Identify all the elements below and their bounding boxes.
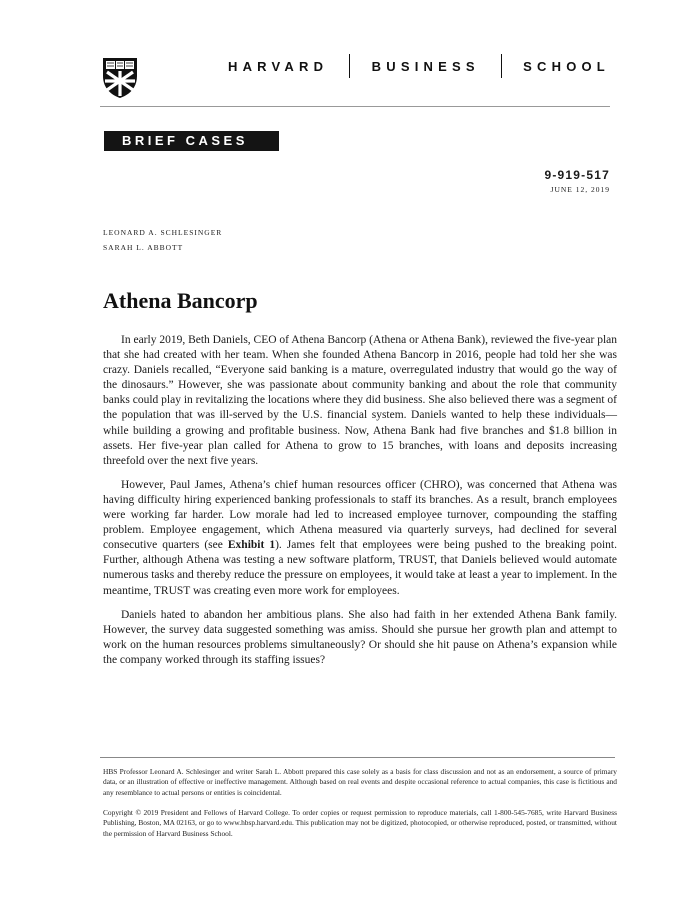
hbs-wordmark — [228, 56, 610, 76]
brand-word-harvard: HARVARD — [228, 58, 329, 74]
case-title: Athena Bancorp — [103, 288, 258, 313]
brand-divider — [349, 54, 350, 78]
author-note: HBS Professor Leonard A. Schlesinger and writer Sarah L. Abbott prepared this case solely as a basis for class discussion and not as an endorsement, a source of primary data, or an illustration of effective or ineffective management. Although based on real events and despite occasional reference to actual companies, this case is fictitious and any resemblance to actual persons or entities is coincidental. — [103, 767, 617, 797]
brand-word-school: SCHOOL — [523, 58, 610, 74]
body-text: However, Paul James, Athena’s chief human resources officer (CHRO), was concerned that Athena was having difficulty hiring experienced banking professionals to staff its branches. As a result, branch employees were working far harder. Low morale had led to increased employee turnover, compounding the staffing problem. Employee engagement, which Athena measured via quarterly surveys, had declined for several consecutive quarters (see — [103, 478, 617, 552]
author-name: SARAH L. ABBOTT — [103, 243, 184, 252]
footer-rule — [100, 757, 615, 758]
author-name: LEONARD A. SCHLESINGER — [103, 228, 223, 237]
case-body — [103, 333, 617, 677]
case-number: 9-919-517 — [544, 168, 610, 182]
header-rule — [100, 106, 610, 107]
case-date: JUNE 12, 2019 — [550, 185, 610, 194]
copyright-notice: Copyright © 2019 President and Fellows of Harvard College. To order copies or request permission to reproduce materials, call 1-800-545-7685, write Harvard Business Publishing, Boston, MA 02163, or go to www.hbsp.harvard.edu. This publication may not be digitized, photocopied, or otherwise reproduced, posted, or transmitted, without the permission of Harvard Business School. — [103, 808, 617, 838]
body-paragraph: In early 2019, Beth Daniels, CEO of Athena Bancorp (Athena or Athena Bank), reviewed the five-year plan that she had created with her team. When she founded Athena Bancorp in 2016, people had told her she was crazy. Daniels recalled, “Everyone said banking is a mature, overregulated industry that would go the way of the dinosaurs.” However, she was passionate about community banking and about the role that community banks could play in revitalizing the locations where they did business. She also believed there was a segment of the population that was ill-served by the U.S. financial system. Daniels wanted to help these individuals—while building a growing and profitable business. Now, Athena Bank had five branches and $1.8 billion in assets. Her five-year plan called for Athena to grow to 15 branches, with loans and deposits increasing threefold over the next five years. — [103, 334, 617, 467]
brand-word-business: BUSINESS — [371, 58, 480, 74]
body-paragraph — [103, 478, 617, 599]
exhibit-reference: Exhibit 1 — [227, 539, 276, 552]
body-paragraph: Daniels hated to abandon her ambitious plans. She also had faith in her extended Athena Bank family. However, the survey data suggested something was amiss. Should she pursue her growth plan and attempt to work on the human resources problems simultaneously? Or should she hit pause on Athena’s expansion while the company worked through its staffing issues? — [103, 608, 617, 666]
brief-cases-banner: BRIEF CASES — [104, 131, 279, 151]
hbs-shield-logo — [102, 57, 138, 99]
body-text: ). James felt that employees were being pushed to the breaking point. Further, although Athena was testing a new software platform, TRUST, that Daniels believed would automate numerous tasks and thereby reduce the pressure on employees, it would take at least a year to implement. In the meantime, TRUST was creating even more work for employees. — [103, 539, 617, 597]
brand-divider — [501, 54, 502, 78]
